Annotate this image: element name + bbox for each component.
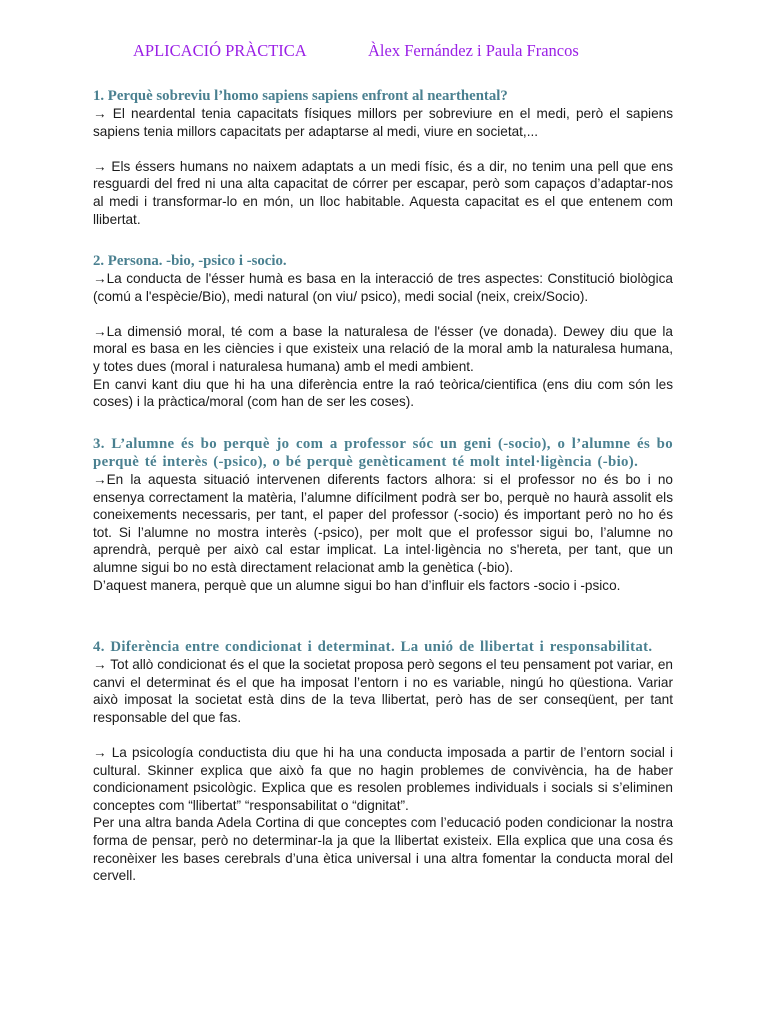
section-3-paragraph-1: →En la aquesta situació intervenen diferents factors alhora: si el professor no és bo i no ensenya correctament la matèria, l’alumne difícilment podrà ser bo, perquè no haurà assolit els coneixements necessaris, per tant, el paper del professor (-socio) és important però no ho és tot. Si l’alumne no mostra interès (-psico), per molt que el professor sigui bo, l’alumne no aprendrà, perquè per això cal estar implicat. La intel·ligència no s'hereta, per tant, que un alumne sigui bo no està directament relacionat amb la genètica (-bio). xyxy=(93,472,673,575)
section-2-question: 2. Persona. -bio, -psico i -socio. xyxy=(93,253,287,269)
section-1-question: 1. Perquè sobreviu l’homo sapiens sapiens enfront al nearthental? xyxy=(93,88,508,104)
document-authors: Àlex Fernández i Paula Francos xyxy=(368,41,579,60)
section-2-paragraph-2: →La dimensió moral, té com a base la naturalesa de l'ésser (ve donada). Dewey diu que la moral es basa en les ciències i que existeix una relació de la moral amb la naturalesa humana, y totes dues (moral i naturalesa humana) amb el medi ambient. xyxy=(93,323,673,374)
section-3 xyxy=(93,435,673,594)
section-2 xyxy=(93,252,673,411)
section-1-paragraph-2: → Els éssers humans no naixem adaptats a un medi físic, és a dir, no tenim una pell que ens resguardi del fred ni una alta capacitat de córrer per escapar, però som capaços d’adaptar-nos al medi i transformar-lo en món, un lloc habitable. Aquesta capacitat es el que entenem com llibertat. xyxy=(93,158,673,227)
section-2-paragraph-3: En canvi kant diu que hi ha una diferència entre la raó teòrica/cientifica (ens diu com són les coses) i la pràctica/moral (com han de ser les coses). xyxy=(93,376,673,410)
section-1-paragraph-1: → El neardental tenia capacitats físiques millors per sobreviure en el medi, però el sapiens sapiens tenia millors capacitats per adaptarse al medi, viure en societat,... xyxy=(93,106,673,139)
section-1 xyxy=(93,87,673,228)
section-4-paragraph-1: → Tot allò condicionat és el que la societat proposa però segons el teu pensament pot variar, en canvi el determinat és el que ha imposat l’entorn i no es variable, ningú ho qüestiona. Variar això imposat la societat està dins de la teva llibertat, però has de ser conseqüent, per tant responsable del que fas. xyxy=(93,657,673,725)
section-4 xyxy=(93,638,673,885)
document-title: APLICACIÓ PRÀCTICA xyxy=(133,41,307,60)
section-3-paragraph-2: D’aquest manera, perquè que un alumne sigui bo han d’influir els factors -socio i -psico. xyxy=(93,577,621,593)
section-4-paragraph-3: Per una altra banda Adela Cortina di que conceptes com l’educació poden condicionar la nostra forma de pensar, però no determinar-la ja que la llibertat existeix. Ella explica que una cosa és reconèixer les bases cerebrals d’una ètica universal i una altra fomentar la conducta moral del cervell. xyxy=(93,815,673,884)
section-4-question: 4. Diferència entre condicionat i determinat. La unió de llibertat i responsabilitat. xyxy=(93,639,653,655)
page-header xyxy=(93,42,673,64)
section-3-question: 3. L’alumne és bo perquè jo com a professor sóc un geni (-socio), o l’alumne és bo perquè té interès (-psico), o bé perquè genèticament té molt intel·ligència (-bio). xyxy=(93,436,673,470)
section-2-paragraph-1: →La conducta de l'ésser humà es basa en la interacció de tres aspectes: Constitució biològica (comú a l'espècie/Bio), medi natural (on viu/ psico), medi social (neix, creix/Socio). xyxy=(93,271,673,304)
section-4-paragraph-2: → La psicología conductista diu que hi ha una conducta imposada a partir de l’entorn social i cultural. Skinner explica que això fa que no hagin problemes de convivència, ha de haber condicionament psicològic. Explica que es resolen problemes individuals i socials si s’eliminen conceptes com “llibertat” “responsabilitat o “dignitat”. xyxy=(93,744,673,813)
